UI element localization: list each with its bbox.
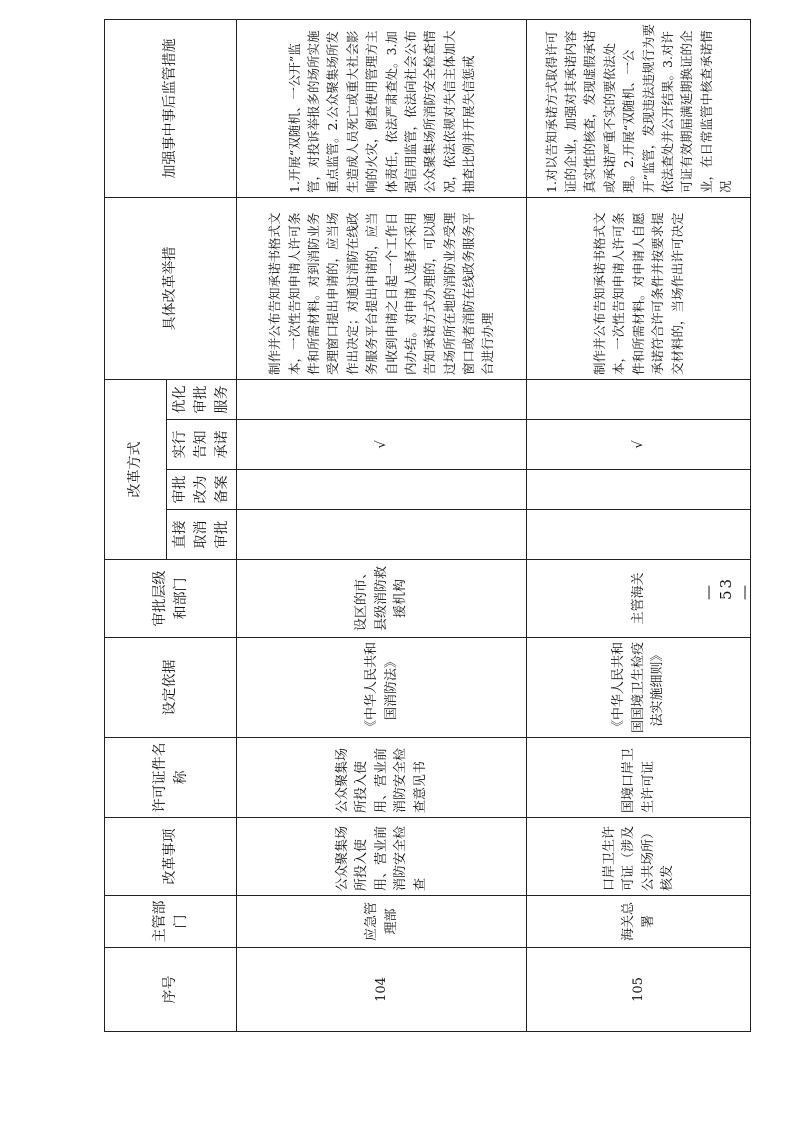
row-item: 口岸卫生许可证（涉及公共场所）核发 — [527, 818, 751, 896]
row-seq: 104 — [237, 948, 527, 1032]
header-measures: 具体改革举措 — [105, 198, 237, 380]
row-level: 主管海关 — [527, 560, 751, 638]
header-seq: 序号 — [105, 948, 237, 1032]
row-dept: 海关总署 — [527, 896, 751, 948]
row-level: 设区的市、县级消防救援机构 — [237, 560, 527, 638]
row-seq: 105 — [527, 948, 751, 1032]
header-row-1 — [105, 20, 167, 1032]
row-mode-notify: √ — [237, 420, 527, 470]
header-mode-notify: 实行告知承诺 — [167, 420, 237, 470]
row-mode-optimize — [527, 380, 751, 420]
page-number: — 53 — — [699, 576, 753, 600]
row-mode-filing — [527, 470, 751, 510]
row-supervision: 1.对以告知承诺方式取得许可证的企业，加强对其承诺内容真实性的核查，发现虚假承诺或承诺严重不实的要依法处理。2.开展“双随机、一公开”监管，发现违法违规行为要依法查处并公开结果。3.对许可证有效期届满延期换证的企业，在日常监管中核查承诺情况 — [527, 20, 751, 198]
reform-table — [104, 19, 751, 1032]
row-mode-optimize — [237, 380, 527, 420]
row-mode-cancel — [527, 510, 751, 560]
header-level: 审批层级和部门 — [105, 560, 237, 638]
row-basis: 《中华人民共和国消防法》 — [237, 638, 527, 738]
row-license: 公众聚集场所投入使用、营业前消防安全检查意见书 — [237, 738, 527, 818]
header-mode-cancel: 直接取消审批 — [167, 510, 237, 560]
row-mode-notify: √ — [527, 420, 751, 470]
header-mode-optimize: 优化审批服务 — [167, 380, 237, 420]
row-dept: 应急管理部 — [237, 896, 527, 948]
row-mode-cancel — [237, 510, 527, 560]
row-supervision: 1.开展“双随机、一公开”监管，对投诉举报多的场所实施重点监管。2.公众聚集场所发生造成人员死亡或重大社会影响的火灾，倒查使用管理方主体责任，依法严肃查处。3.加强信用监管，依法向社会公布公众聚集场所消防安全检查情况，依法依规对失信主体加大抽查比例并开展失信惩戒 — [237, 20, 527, 198]
header-license: 许可证件名称 — [105, 738, 237, 818]
header-reform-mode: 改革方式 — [105, 380, 167, 560]
header-basis: 设定依据 — [105, 638, 237, 738]
table-row — [237, 20, 527, 1032]
row-basis: 《中华人民共和国国境卫生检疫法实施细则》 — [527, 638, 751, 738]
table-row — [527, 20, 751, 1032]
header-supervision: 加强事中事后监管措施 — [105, 20, 237, 198]
header-mode-filing: 审批改为备案 — [167, 470, 237, 510]
header-dept: 主管部门 — [105, 896, 237, 948]
row-measures: 制作并公布告知承诺书格式文本，一次性告知申请人许可条件和所需材料。对到消防业务受理窗口提出申请的，应当场作出决定；对通过消防在线政务服务平台提出申请的，应当自收到申请之日起一个工作日内办结。对申请人选择不采用告知承诺方式办理的，可以通过场所所在地的消防业务受理窗口或者消防在线政务服务平台进行办理 — [237, 198, 527, 380]
row-license: 国境口岸卫生许可证 — [527, 738, 751, 818]
row-item: 公众聚集场所投入使用、营业前消防安全检查 — [237, 818, 527, 896]
row-measures: 制作并公布告知承诺书格式文本，一次性告知申请人许可条件和所需材料。对申请人自愿承诺符合许可条件并按要求提交材料的，当场作出许可决定 — [527, 198, 751, 380]
row-mode-filing — [237, 470, 527, 510]
header-item: 改革事项 — [105, 818, 237, 896]
